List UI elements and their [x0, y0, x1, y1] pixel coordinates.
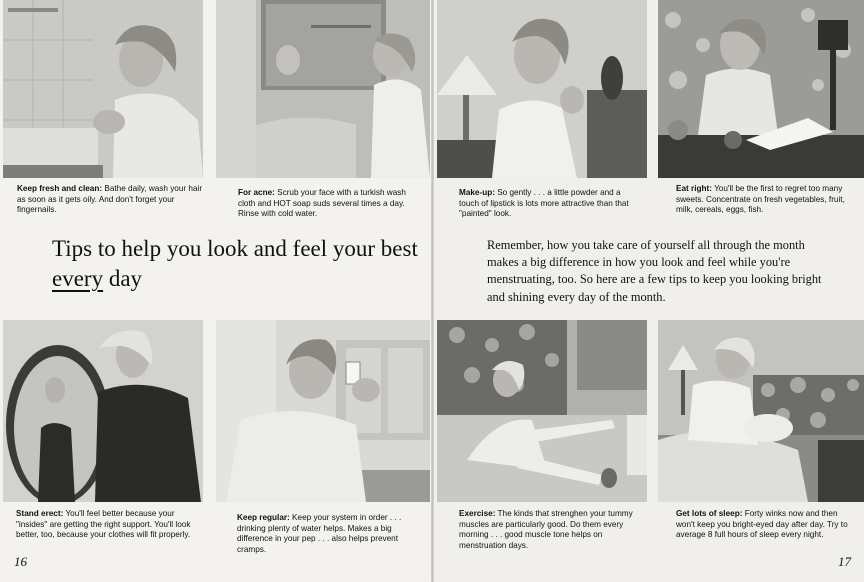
caption-heading: Keep fresh and clean: [17, 184, 103, 193]
caption-eat-right [676, 184, 856, 216]
caption-text: You'll be the first to regret too many sweets. Concentrate on fresh vegetables, fruit, milk, cereals, eggs, fish. [676, 184, 845, 215]
caption-text: Bathe daily, wash your hair as soon as it gets oily. And don't forget your fingernails. [17, 184, 203, 215]
caption-heading: Eat right: [676, 184, 712, 193]
page-number-right: 17 [838, 554, 851, 569]
caption-text: So gently . . . a little powder and a touch of lipstick is lots more attractive than that "painted" look. [459, 188, 629, 219]
photo-exercise [437, 320, 647, 502]
intro-paragraph: Remember, how you take care of yourself all through the month makes a big difference in how you look and feel while you're menstruating, too. So here are a few tips to keep you looking bright and shining every day of the month. [487, 238, 822, 304]
page-number-left: 16 [14, 554, 27, 569]
title-text: Tips to help you look and feel your best [52, 236, 418, 261]
caption-make-up [459, 188, 639, 220]
photo-for-acne [216, 0, 430, 178]
photo-keep-regular [216, 320, 430, 502]
photo-eat-right [658, 0, 864, 178]
caption-heading: Keep regular: [237, 513, 290, 522]
caption-heading: For acne: [238, 188, 275, 197]
caption-text: Keep your system in order . . . drinking plenty of water helps. Makes a big difference in your pep . . . also helps prevent cramps. [237, 513, 402, 554]
caption-text: Forty winks now and then won't keep you bright-eyed day after day. Try to average 8 full hours of sleep every night. [676, 509, 848, 540]
caption-text: You'll feel better because your "insides" are getting the right support. You'll look better, too, because your clothes will fit properly. [16, 509, 191, 540]
caption-text: Scrub your face with a turkish wash cloth and HOT soap suds several times a day. Rinse with cold water. [238, 188, 406, 219]
caption-keep-regular [237, 513, 419, 555]
caption-heading: Make-up: [459, 188, 495, 197]
photo-stand-erect [3, 320, 203, 502]
caption-keep-fresh [17, 184, 203, 216]
photo-make-up [437, 0, 647, 178]
page-title [52, 234, 422, 294]
caption-exercise [459, 509, 639, 551]
title-emphasis: every [52, 266, 104, 291]
caption-heading: Stand erect: [16, 509, 64, 518]
caption-stand-erect [16, 509, 198, 541]
caption-get-sleep [676, 509, 856, 541]
photo-keep-fresh [3, 0, 203, 178]
caption-text: The kinds that strenghen your tummy muscles are particularly good. Do them every morning . . . good muscle tone helps on menstruation days. [459, 509, 633, 550]
caption-for-acne [238, 188, 420, 220]
title-end: day [103, 266, 143, 291]
caption-heading: Exercise: [459, 509, 496, 518]
caption-heading: Get lots of sleep: [676, 509, 743, 518]
photo-get-sleep [658, 320, 864, 502]
